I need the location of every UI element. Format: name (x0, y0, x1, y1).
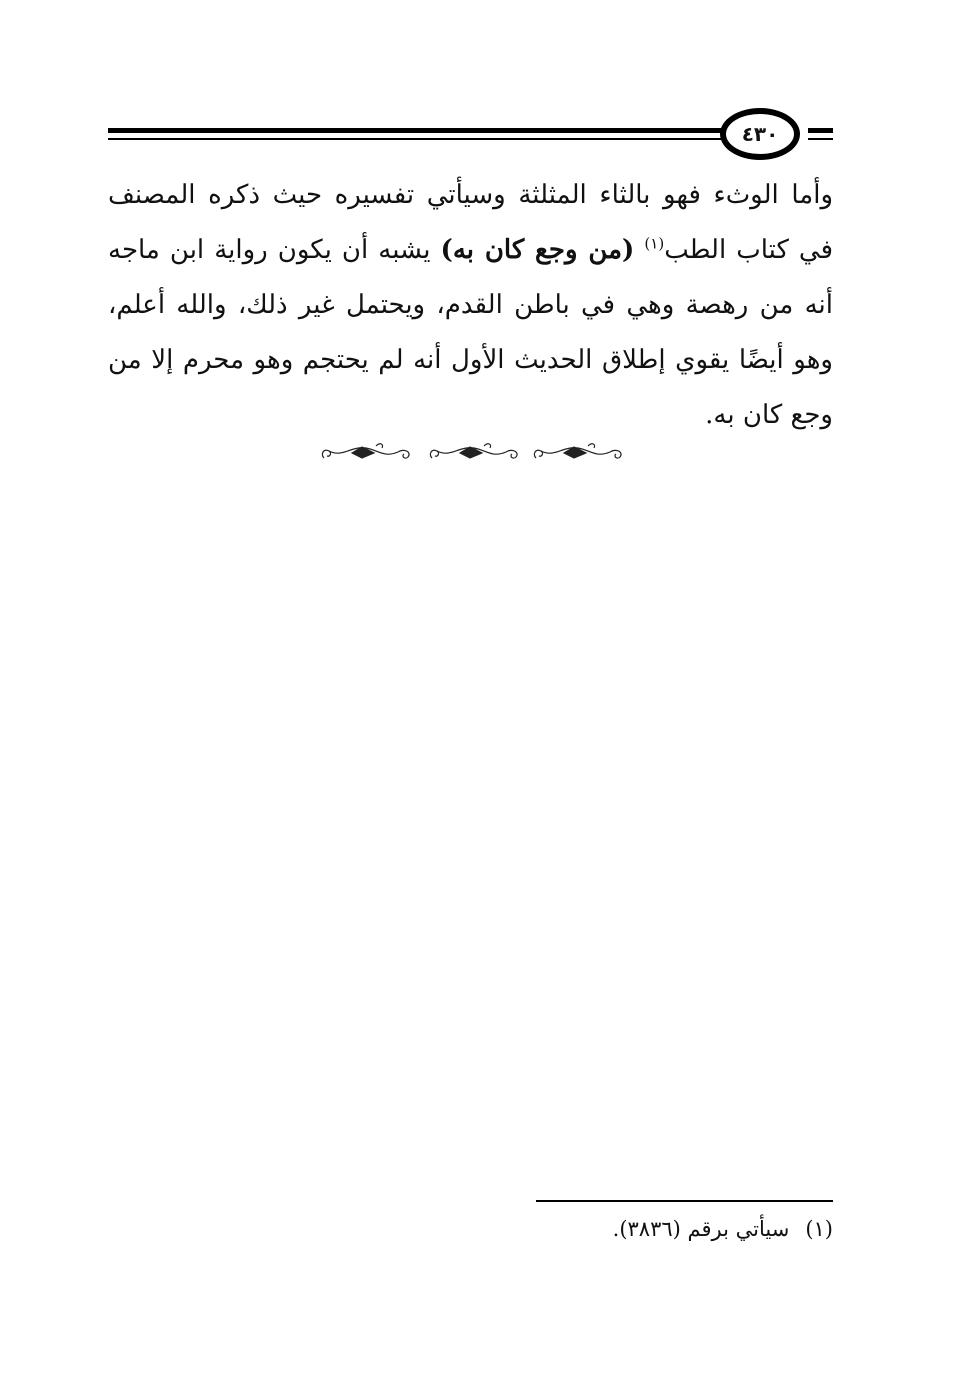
header-rule-thin-right (808, 138, 833, 140)
ornament-unit-2 (430, 444, 517, 458)
body-text-part1: وأما الوثء فهو بالثاء المثلثة وسيأتي تفسيره حيث ذكره المصنف في كتاب الطب (108, 180, 833, 265)
body-text-space (634, 235, 644, 265)
ornament-unit-3 (534, 444, 621, 458)
ornament-unit-1 (322, 444, 409, 458)
page-header (108, 108, 833, 168)
footnote (480, 1212, 833, 1246)
hadith-quote: (من وجع كان به) (440, 235, 635, 265)
page-number-badge (720, 108, 800, 160)
section-divider-ornament (318, 438, 628, 468)
page-number: ٤٣٠ (741, 122, 779, 146)
header-rule-thick-right (808, 128, 833, 133)
footnote-reference[interactable]: (١) (644, 234, 665, 253)
header-rule-thick (108, 128, 723, 133)
body-paragraph (108, 168, 833, 443)
footnote-text: سيأتي برقم (٣٨٣٦). (612, 1217, 790, 1241)
body-text-part2: يشبه أن يكون رواية ابن ماجه أنه من رهصة وهي في باطن القدم، ويحتمل غير ذلك، والله أعلم، وهو أيضًا يقوي إطلاق الحديث الأول أنه لم يحتجم وهو محرم إلا من وجع كان به. (108, 235, 833, 430)
header-rule-thin (108, 138, 723, 140)
footnote-separator (536, 1200, 833, 1202)
footnote-marker: (١) (805, 1217, 833, 1241)
